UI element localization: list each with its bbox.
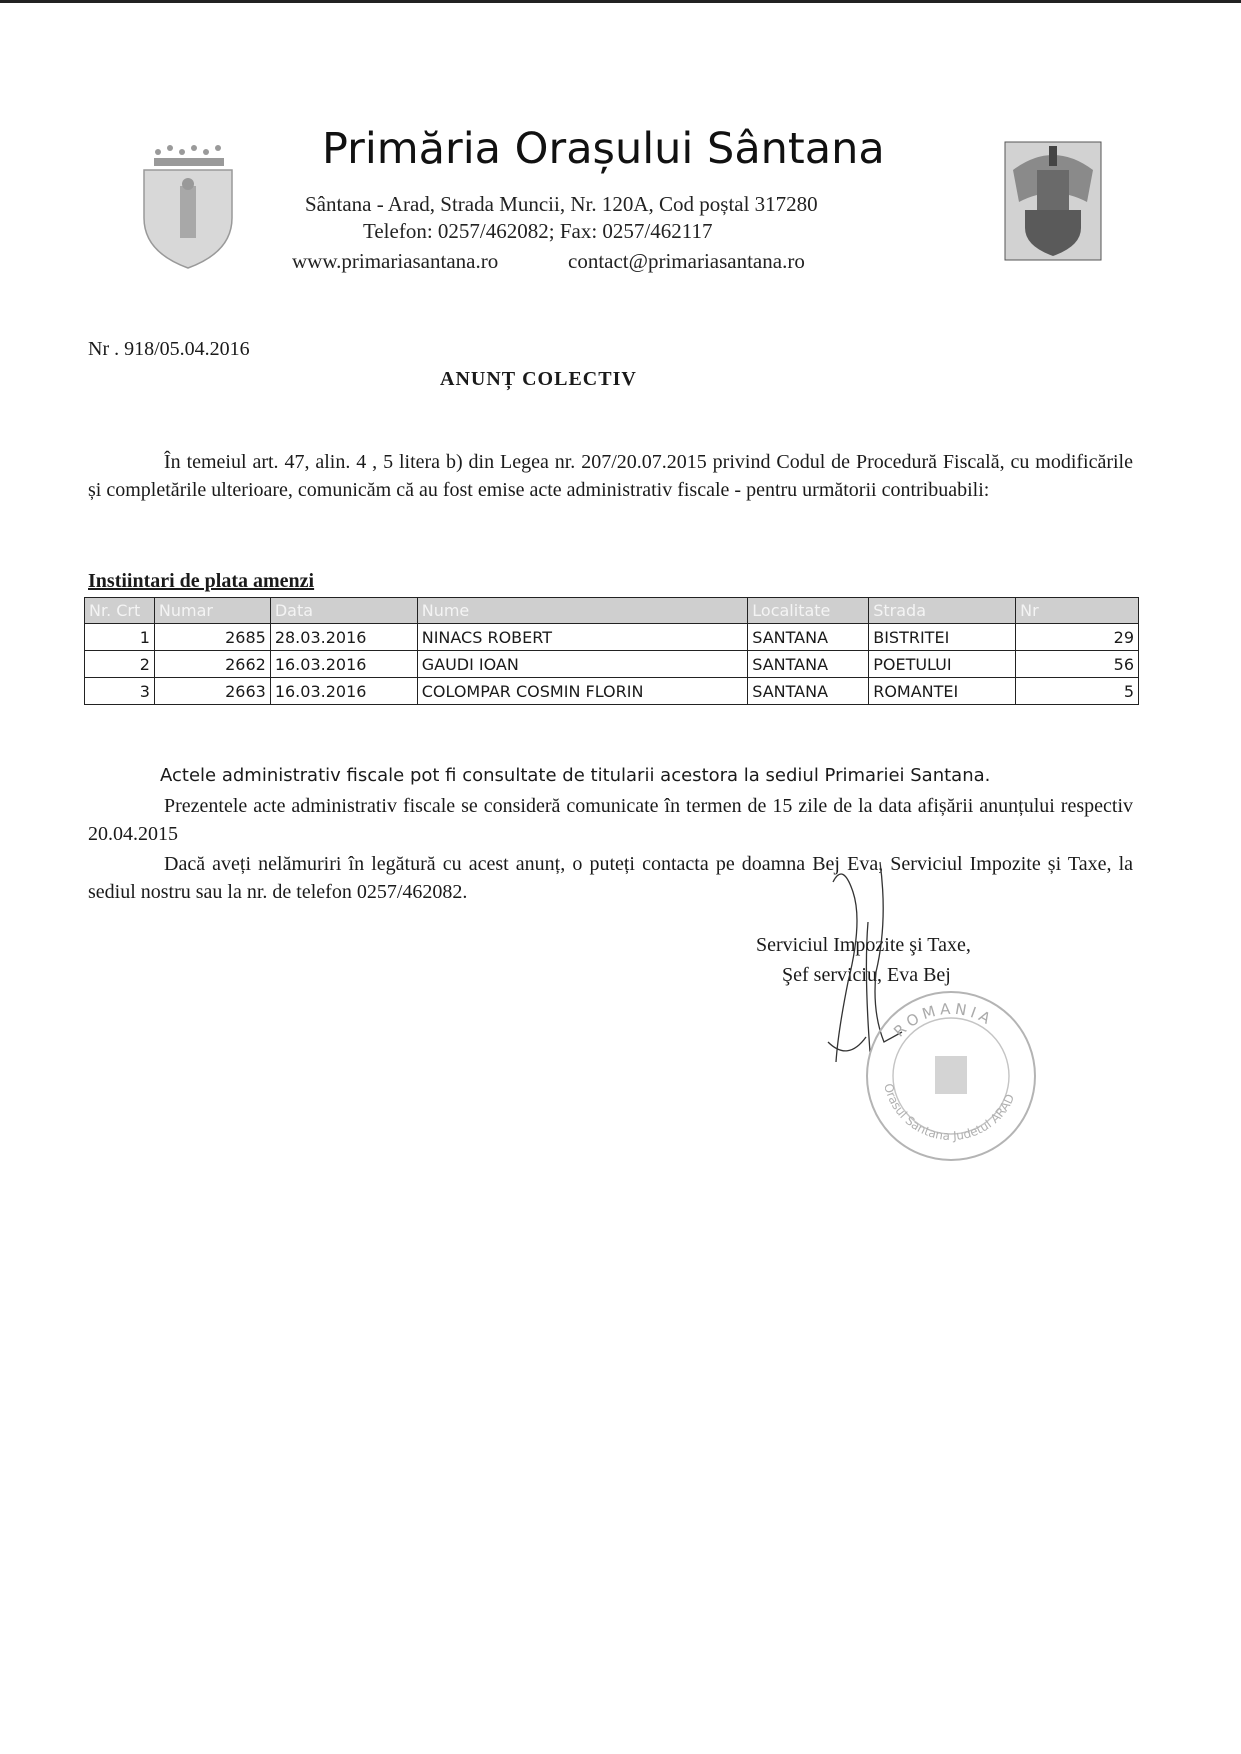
document-title: ANUNȚ COLECTIV: [440, 368, 637, 390]
cell-numar: 2662: [154, 651, 270, 678]
scan-top-edge: [0, 0, 1241, 3]
cell-localitate: SANTANA: [748, 624, 869, 651]
cell-nr: 29: [1016, 624, 1139, 651]
cell-nr: 5: [1016, 678, 1139, 705]
col-header-nume: Nume: [417, 598, 748, 624]
cell-numar: 2663: [154, 678, 270, 705]
stamp-bottom-text: Orasul Santana Judetul ARAD: [881, 1081, 1018, 1144]
cell-nr: 56: [1016, 651, 1139, 678]
stamp-top-text: ROMANIA: [890, 999, 997, 1041]
cell-nr-crt: 1: [85, 624, 155, 651]
website-link[interactable]: www.primariasantana.ro: [292, 249, 499, 273]
document-number: Nr . 918/05.04.2016: [88, 338, 250, 360]
cell-localitate: SANTANA: [748, 651, 869, 678]
table-header-row: [85, 598, 1139, 624]
cell-strada: ROMANTEI: [869, 678, 1016, 705]
table-row: [85, 678, 1139, 705]
col-header-nr: Nr: [1016, 598, 1139, 624]
cell-data: 16.03.2016: [270, 678, 417, 705]
signature-department: Serviciul Impozite şi Taxe,: [756, 934, 971, 956]
contact-notice: Dacă aveți nelămuriri în legătură cu acest anunț, o puteți contacta pe doamna Bej Eva, Serviciul Impozite și Taxe, la sediul nostru sau la nr. de telefon 0257/462082.: [88, 853, 1133, 903]
section-title: Instiintari de plata amenzi: [88, 570, 315, 592]
address-line: Sântana - Arad, Strada Muncii, Nr. 120A, Cod poștal 317280: [305, 192, 818, 216]
cell-nume: NINACS ROBERT: [417, 624, 748, 651]
national-coat-of-arms-icon: [1003, 140, 1103, 262]
table-row: [85, 624, 1139, 651]
official-stamp-icon: [863, 988, 1039, 1164]
cell-numar: 2685: [154, 624, 270, 651]
email-link[interactable]: contact@primariasantana.ro: [568, 249, 805, 273]
cell-localitate: SANTANA: [748, 678, 869, 705]
intro-paragraph: În temeiul art. 47, alin. 4 , 5 litera b) din Legea nr. 207/20.07.2015 privind Codul de Procedură Fiscală, cu modificările și completările ulterioare, comunicăm că au fost emise acte administrativ fiscale - pentru următorii contribuabili:: [88, 451, 1133, 501]
town-coat-of-arms-icon: [138, 140, 238, 270]
cell-nume: GAUDI IOAN: [417, 651, 748, 678]
cell-data: 28.03.2016: [270, 624, 417, 651]
communication-notice: Prezentele acte administrativ fiscale se consideră comunicate în termen de 15 zile de la data afișării anunțului respectiv 20.04.2015: [88, 795, 1133, 845]
col-header-localitate: Localitate: [748, 598, 869, 624]
col-header-numar: Numar: [154, 598, 270, 624]
cell-data: 16.03.2016: [270, 651, 417, 678]
col-header-strada: Strada: [869, 598, 1016, 624]
cell-strada: BISTRITEI: [869, 624, 1016, 651]
institution-title: Primăria Orașului Sântana: [322, 124, 885, 174]
col-header-nr-crt: Nr. Crt: [85, 598, 155, 624]
cell-nume: COLOMPAR COSMIN FLORIN: [417, 678, 748, 705]
phone-fax-line: Telefon: 0257/462082; Fax: 0257/462117: [363, 219, 713, 243]
cell-nr-crt: 2: [85, 651, 155, 678]
fines-table: [84, 597, 1139, 705]
table-row: [85, 651, 1139, 678]
cell-strada: POETULUI: [869, 651, 1016, 678]
cell-nr-crt: 3: [85, 678, 155, 705]
signature-name: Şef serviciu, Eva Bej: [782, 964, 951, 986]
col-header-data: Data: [270, 598, 417, 624]
consultation-notice: Actele administrativ fiscale pot fi consultate de titularii acestora la sediul Primariei Santana.: [160, 765, 991, 786]
